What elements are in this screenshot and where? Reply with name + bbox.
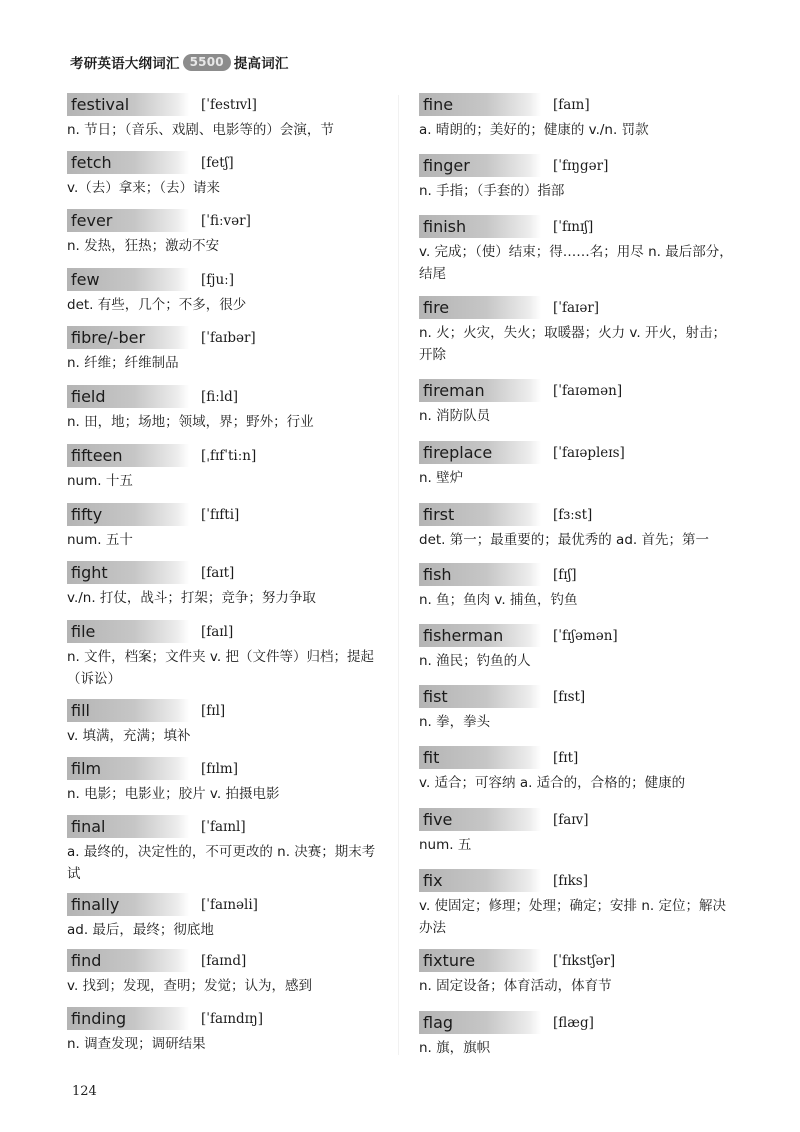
entry-phonetic: [ˈfaɪnl] bbox=[201, 818, 246, 835]
entry-word: five bbox=[419, 808, 541, 831]
dictionary-entry bbox=[419, 624, 739, 672]
dictionary-entry bbox=[419, 154, 739, 202]
entry-definition: n. 发热，狂热；激动不安 bbox=[67, 238, 220, 254]
entry-word: fetch bbox=[67, 151, 189, 174]
dictionary-entry bbox=[67, 151, 387, 199]
entry-phonetic: [fɪlm] bbox=[201, 760, 238, 777]
entry-headword-row bbox=[67, 385, 387, 408]
entry-definition: n. 渔民；钓鱼的人 bbox=[419, 653, 531, 669]
entry-word: fill bbox=[67, 699, 189, 722]
dictionary-entry bbox=[419, 869, 739, 939]
entry-headword-row bbox=[67, 620, 387, 643]
entry-definition: det. 第一；最重要的；最优秀的 ad. 首先；第一 bbox=[419, 532, 709, 548]
entry-headword-row bbox=[67, 93, 387, 116]
entry-phonetic: [faɪn] bbox=[553, 96, 590, 113]
entry-headword-row bbox=[419, 1011, 739, 1034]
entry-definition: n. 火；火灾，失火；取暖器；火力 v. 开火，射击；开除 bbox=[419, 325, 726, 363]
entry-definition: a. 最终的，决定性的，不可更改的 n. 决赛；期末考试 bbox=[67, 844, 376, 882]
entry-phonetic: [ˈfaɪəpleɪs] bbox=[553, 444, 625, 461]
entry-headword-row bbox=[419, 154, 739, 177]
entry-phonetic: [ˈfɪkstʃər] bbox=[553, 952, 616, 969]
dictionary-entry bbox=[419, 746, 739, 794]
entry-definition: n. 纤维；纤维制品 bbox=[67, 355, 179, 371]
entry-word: fit bbox=[419, 746, 541, 769]
entry-word: fever bbox=[67, 209, 189, 232]
dictionary-entry bbox=[419, 215, 739, 285]
entry-definition: n. 节日；（音乐、戏剧、电影等的）会演，节 bbox=[67, 122, 334, 138]
entry-headword-row bbox=[419, 503, 739, 526]
entry-word: festival bbox=[67, 93, 189, 116]
entry-headword-row bbox=[67, 699, 387, 722]
entry-headword-row bbox=[67, 561, 387, 584]
entry-word: finger bbox=[419, 154, 541, 177]
dictionary-entry bbox=[419, 296, 739, 366]
column-divider bbox=[398, 95, 399, 1055]
dictionary-entry bbox=[419, 563, 739, 611]
entry-phonetic: [faɪnd] bbox=[201, 952, 247, 969]
entry-definition: n. 手指；（手套的）指部 bbox=[419, 183, 565, 199]
dictionary-entry bbox=[67, 385, 387, 433]
entry-word: finally bbox=[67, 893, 189, 916]
dictionary-entry bbox=[67, 503, 387, 551]
entry-phonetic: [fɪl] bbox=[201, 702, 226, 719]
entry-phonetic: [ˈfaɪbər] bbox=[201, 329, 256, 346]
entry-headword-row bbox=[419, 215, 739, 238]
entry-headword-row bbox=[67, 326, 387, 349]
entry-word: fix bbox=[419, 869, 541, 892]
entry-phonetic: [fɪt] bbox=[553, 749, 579, 766]
entry-word: fire bbox=[419, 296, 541, 319]
entry-definition: num. 五十 bbox=[67, 532, 133, 548]
entry-definition: n. 壁炉 bbox=[419, 470, 464, 486]
entry-word: fist bbox=[419, 685, 541, 708]
dictionary-entry bbox=[419, 949, 739, 997]
entry-phonetic: [fetʃ] bbox=[201, 154, 234, 171]
dictionary-entry bbox=[67, 620, 387, 690]
entry-phonetic: [ˈfiːvər] bbox=[201, 212, 251, 229]
dictionary-entry bbox=[419, 441, 739, 489]
entry-phonetic: [ˈfestɪvl] bbox=[201, 96, 257, 113]
entry-definition: v./n. 打仗，战斗；打架；竞争；努力争取 bbox=[67, 590, 316, 606]
entry-word: fight bbox=[67, 561, 189, 584]
entry-phonetic: [ˈfɪŋgər] bbox=[553, 157, 609, 174]
entry-word: few bbox=[67, 268, 189, 291]
entry-headword-row bbox=[67, 268, 387, 291]
header-badge: 5500 bbox=[183, 54, 231, 71]
entry-headword-row bbox=[419, 93, 739, 116]
entry-phonetic: [ˈfaɪndɪŋ] bbox=[201, 1010, 263, 1027]
entry-headword-row bbox=[67, 444, 387, 467]
entry-definition: v. 找到；发现，查明；发觉；认为，感到 bbox=[67, 978, 313, 994]
entry-word: find bbox=[67, 949, 189, 972]
entry-definition: n. 调查发现；调研结果 bbox=[67, 1036, 206, 1052]
entry-headword-row bbox=[419, 685, 739, 708]
entry-headword-row bbox=[419, 379, 739, 402]
entry-word: fish bbox=[419, 563, 541, 586]
entry-phonetic: [ˈfɪnɪʃ] bbox=[553, 218, 594, 235]
entry-definition: v. 完成；（使）结束；得……名；用尽 n. 最后部分，结尾 bbox=[419, 244, 733, 282]
entry-definition: n. 电影；电影业；胶片 v. 拍摄电影 bbox=[67, 786, 280, 802]
entry-phonetic: [flæg] bbox=[553, 1014, 594, 1031]
entry-definition: v.（去）拿来；（去）请来 bbox=[67, 180, 220, 196]
entry-phonetic: [faɪl] bbox=[201, 623, 234, 640]
dictionary-entry bbox=[67, 699, 387, 747]
entry-headword-row bbox=[419, 746, 739, 769]
header-title-suffix: 提高词汇 bbox=[233, 56, 289, 72]
entry-headword-row bbox=[67, 893, 387, 916]
entry-headword-row bbox=[67, 209, 387, 232]
entry-word: fisherman bbox=[419, 624, 541, 647]
entry-word: fine bbox=[419, 93, 541, 116]
entry-phonetic: [ˈfaɪər] bbox=[553, 299, 600, 316]
entry-word: finding bbox=[67, 1007, 189, 1030]
dictionary-entry bbox=[67, 893, 387, 941]
running-header bbox=[70, 52, 289, 72]
entry-word: flag bbox=[419, 1011, 541, 1034]
dictionary-entry bbox=[67, 561, 387, 609]
entry-word: final bbox=[67, 815, 189, 838]
entry-definition: n. 旗，旗帜 bbox=[419, 1040, 491, 1056]
entry-word: file bbox=[67, 620, 189, 643]
entry-word: fireplace bbox=[419, 441, 541, 464]
entry-phonetic: [ˌfɪfˈtiːn] bbox=[201, 447, 257, 464]
entry-definition: ad. 最后，最终；彻底地 bbox=[67, 922, 214, 938]
entry-word: first bbox=[419, 503, 541, 526]
entry-headword-row bbox=[67, 503, 387, 526]
entry-word: finish bbox=[419, 215, 541, 238]
entry-phonetic: [ˈfɪʃəmən] bbox=[553, 627, 618, 644]
entry-phonetic: [ˈfaɪnəli] bbox=[201, 896, 258, 913]
entry-headword-row bbox=[67, 815, 387, 838]
entry-headword-row bbox=[419, 949, 739, 972]
dictionary-entry bbox=[67, 949, 387, 997]
entry-definition: num. 五 bbox=[419, 837, 472, 853]
entry-headword-row bbox=[419, 869, 739, 892]
entry-definition: n. 拳，拳头 bbox=[419, 714, 491, 730]
dictionary-entry bbox=[419, 379, 739, 427]
entry-headword-row bbox=[419, 624, 739, 647]
entry-word: fixture bbox=[419, 949, 541, 972]
entry-definition: n. 消防队员 bbox=[419, 408, 491, 424]
entry-phonetic: [faɪt] bbox=[201, 564, 235, 581]
dictionary-entry bbox=[67, 268, 387, 316]
entry-headword-row bbox=[419, 563, 739, 586]
entry-word: fireman bbox=[419, 379, 541, 402]
entry-phonetic: [fiːld] bbox=[201, 388, 239, 405]
entry-definition: n. 文件，档案；文件夹 v. 把（文件等）归档；提起（诉讼） bbox=[67, 649, 374, 687]
entry-word: fifty bbox=[67, 503, 189, 526]
dictionary-entry bbox=[419, 808, 739, 856]
entry-headword-row bbox=[419, 441, 739, 464]
dictionary-entry bbox=[419, 1011, 739, 1059]
dictionary-entry bbox=[67, 326, 387, 374]
entry-definition: n. 田，地；场地；领域，界；野外；行业 bbox=[67, 414, 314, 430]
entry-phonetic: [ˈfɪfti] bbox=[201, 506, 240, 523]
dictionary-entry bbox=[419, 503, 739, 551]
entry-definition: n. 鱼；鱼肉 v. 捕鱼，钓鱼 bbox=[419, 592, 578, 608]
entry-phonetic: [fɪks] bbox=[553, 872, 588, 889]
dictionary-entry bbox=[67, 757, 387, 805]
entry-phonetic: [fjuː] bbox=[201, 271, 234, 288]
entry-definition: v. 填满，充满；填补 bbox=[67, 728, 191, 744]
entry-definition: v. 使固定；修理；处理；确定；安排 n. 定位；解决办法 bbox=[419, 898, 726, 936]
dictionary-entry bbox=[67, 1007, 387, 1055]
dictionary-entry bbox=[67, 209, 387, 257]
entry-definition: a. 晴朗的；美好的；健康的 v./n. 罚款 bbox=[419, 122, 649, 138]
entry-headword-row bbox=[67, 1007, 387, 1030]
entry-phonetic: [fɪst] bbox=[553, 688, 586, 705]
entry-word: fifteen bbox=[67, 444, 189, 467]
entry-headword-row bbox=[67, 151, 387, 174]
dictionary-entry bbox=[67, 93, 387, 141]
header-title-prefix: 考研英语大纲词汇 bbox=[70, 56, 180, 72]
entry-word: film bbox=[67, 757, 189, 780]
entry-word: fibre/-ber bbox=[67, 326, 189, 349]
entry-headword-row bbox=[419, 808, 739, 831]
dictionary-entry bbox=[419, 685, 739, 733]
entry-definition: v. 适合；可容纳 a. 适合的，合格的；健康的 bbox=[419, 775, 686, 791]
dictionary-entry bbox=[419, 93, 739, 141]
entry-phonetic: [faɪv] bbox=[553, 811, 589, 828]
entry-headword-row bbox=[419, 296, 739, 319]
entry-word: field bbox=[67, 385, 189, 408]
dictionary-entry bbox=[67, 444, 387, 492]
entry-definition: num. 十五 bbox=[67, 473, 133, 489]
entry-definition: n. 固定设备；体育活动，体育节 bbox=[419, 978, 612, 994]
page-number: 124 bbox=[72, 1084, 97, 1099]
entry-phonetic: [fɜːst] bbox=[553, 506, 593, 523]
entry-definition: det. 有些，几个；不多，很少 bbox=[67, 297, 247, 313]
dictionary-entry bbox=[67, 815, 387, 885]
entry-headword-row bbox=[67, 949, 387, 972]
entry-phonetic: [fɪʃ] bbox=[553, 566, 577, 583]
entry-phonetic: [ˈfaɪəmən] bbox=[553, 382, 623, 399]
entry-headword-row bbox=[67, 757, 387, 780]
